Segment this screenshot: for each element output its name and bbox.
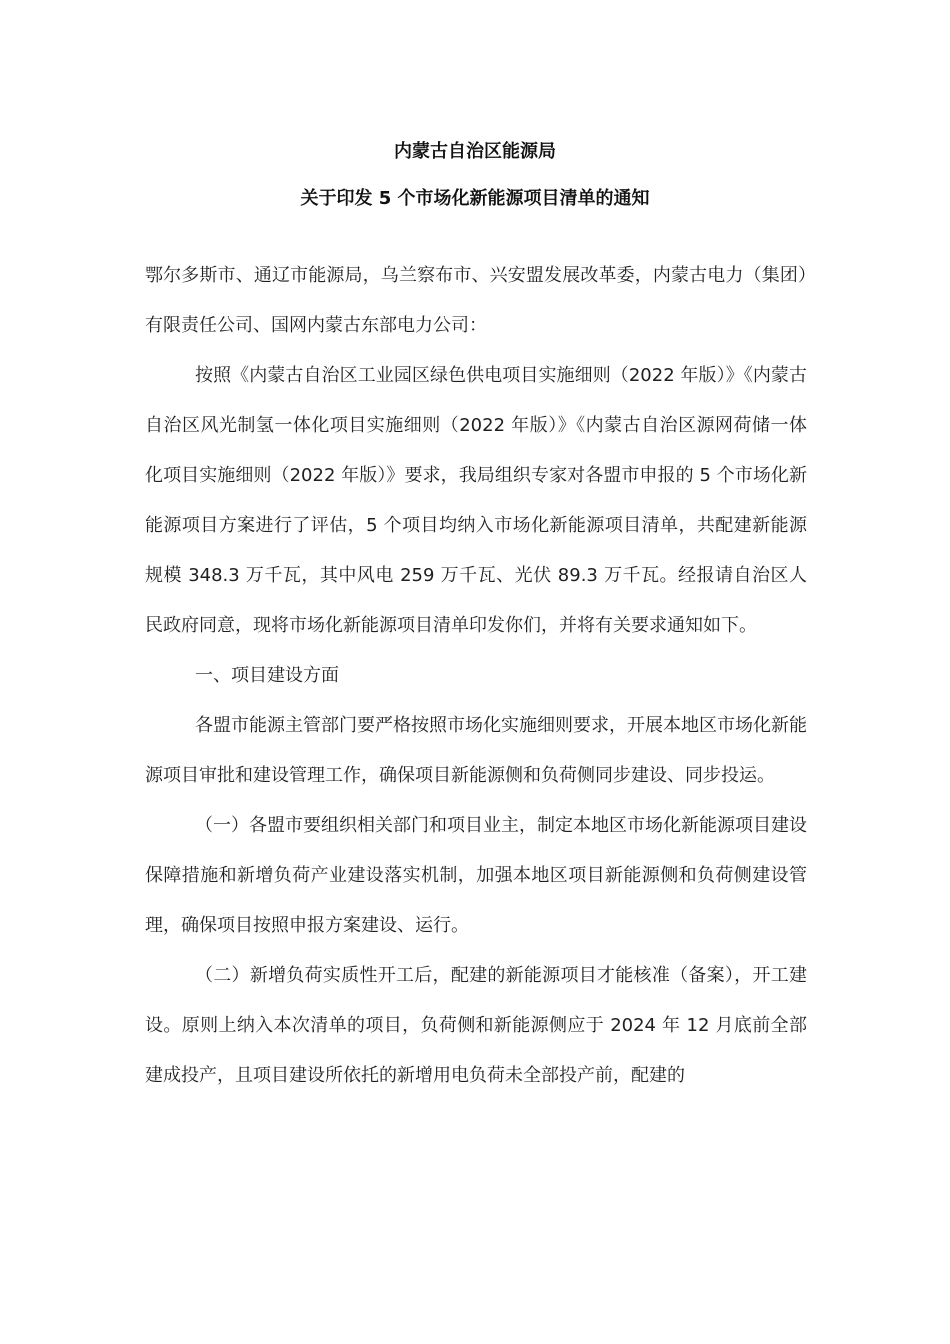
document-body — [145, 251, 807, 1101]
document-title-subject: 关于印发 5 个市场化新能源项目清单的通知 — [300, 188, 650, 209]
addressee-paragraph: 鄂尔多斯市、通辽市能源局，乌兰察布市、兴安盟发展改革委，内蒙古电力（集团）有限责任公司、国网内蒙古东部电力公司： — [145, 265, 807, 336]
body-paragraph: 各盟市能源主管部门要严格按照市场化实施细则要求，开展本地区市场化新能源项目审批和建设管理工作，确保项目新能源侧和负荷侧同步建设、同步投运。 — [145, 715, 807, 786]
document-title-issuer: 内蒙古自治区能源局 — [394, 141, 556, 162]
body-paragraph: 按照《内蒙古自治区工业园区绿色供电项目实施细则（2022 年版）》《内蒙古自治区风光制氢一体化项目实施细则（2022 年版）》《内蒙古自治区源网荷储一体化项目实施细则（2022 年版）》要求，我局组织专家对各盟市申报的 5 个市场化新能源项目方案进行了评估，5 个项目均纳入市场化新能源项目清单，共配建新能源规模 348.3 万千瓦，其中风电 259 万千瓦、光伏 89.3 万千瓦。经报请自治区人民政府同意，现将市场化新能源项目清单印发你们，并将有关要求通知如下。 — [145, 365, 807, 636]
body-paragraph: （二）新增负荷实质性开工后，配建的新能源项目才能核准（备案），开工建设。原则上纳入本次清单的项目，负荷侧和新能源侧应于 2024 年 12 月底前全部建成投产，且项目建设所依托的新增用电负荷未全部投产前，配建的 — [145, 965, 807, 1086]
section-heading: 一、项目建设方面 — [195, 665, 339, 686]
body-paragraph: （一）各盟市要组织相关部门和项目业主，制定本地区市场化新能源项目建设保障措施和新增负荷产业建设落实机制，加强本地区项目新能源侧和负荷侧建设管理，确保项目按照申报方案建设、运行。 — [145, 815, 807, 936]
